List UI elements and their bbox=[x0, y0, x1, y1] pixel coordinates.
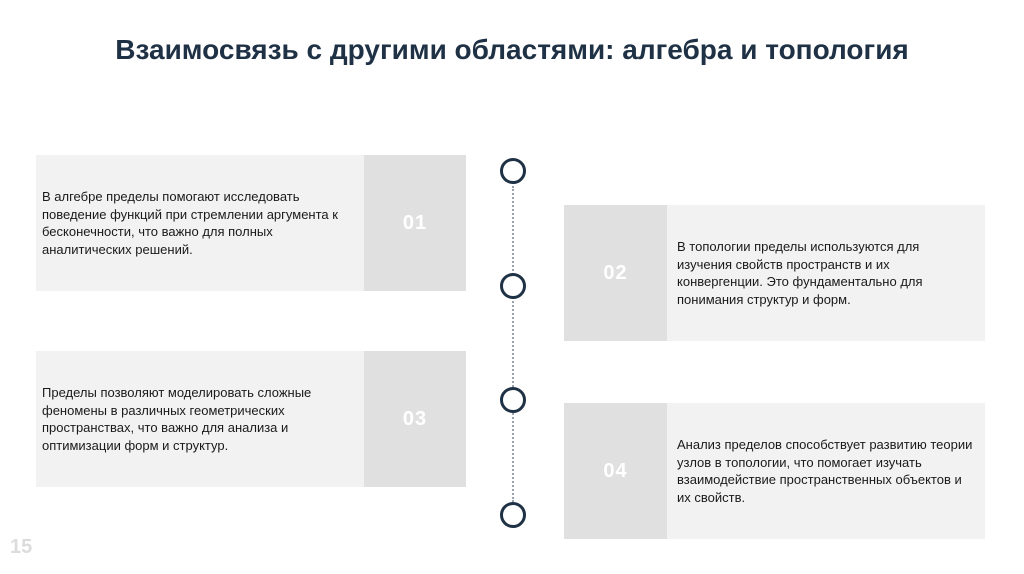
timeline-circle-3 bbox=[500, 387, 526, 413]
card-number-panel bbox=[364, 351, 466, 487]
card-number: 03 bbox=[402, 407, 428, 430]
card-description: Анализ пределов способствует развитию теории узлов в топологии, что помогает изучать взаимодействие пространственных объектов и их свойств. bbox=[677, 437, 973, 505]
card-number-panel bbox=[364, 155, 466, 291]
page-number: 15 bbox=[10, 536, 33, 558]
card-number-panel bbox=[564, 205, 667, 341]
card-number-panel bbox=[564, 403, 667, 539]
timeline-card-04 bbox=[564, 403, 985, 539]
card-number: 02 bbox=[603, 261, 628, 284]
card-text-panel bbox=[36, 155, 364, 291]
timeline-circle-4 bbox=[500, 502, 526, 528]
timeline-card-02 bbox=[564, 205, 985, 341]
timeline-card-03 bbox=[36, 351, 466, 487]
card-text-panel bbox=[36, 351, 364, 487]
card-number: 04 bbox=[603, 459, 628, 482]
timeline-card-01 bbox=[36, 155, 466, 291]
slide-title: Взаимосвязь с другими областями: алгебра и топология bbox=[115, 34, 909, 65]
card-text-panel bbox=[667, 205, 985, 341]
card-description: В топологии пределы используются для изучения свойств пространств и их конвергенции. Это фундаментально для понимания структур и форм. bbox=[677, 239, 923, 307]
timeline-line bbox=[512, 186, 514, 502]
timeline-circle-2 bbox=[500, 273, 526, 299]
timeline-circle-1 bbox=[500, 158, 526, 184]
card-description: В алгебре пределы помогают исследовать поведение функций при стремлении аргумента к бесконечности, что важно для полных аналитических решений. bbox=[42, 189, 338, 257]
card-description: Пределы позволяют моделировать сложные феномены в различных геометрических пространствах, что важно для анализа и оптимизации форм и структур. bbox=[42, 385, 312, 453]
card-text-panel bbox=[667, 403, 985, 539]
card-number: 01 bbox=[402, 211, 428, 234]
